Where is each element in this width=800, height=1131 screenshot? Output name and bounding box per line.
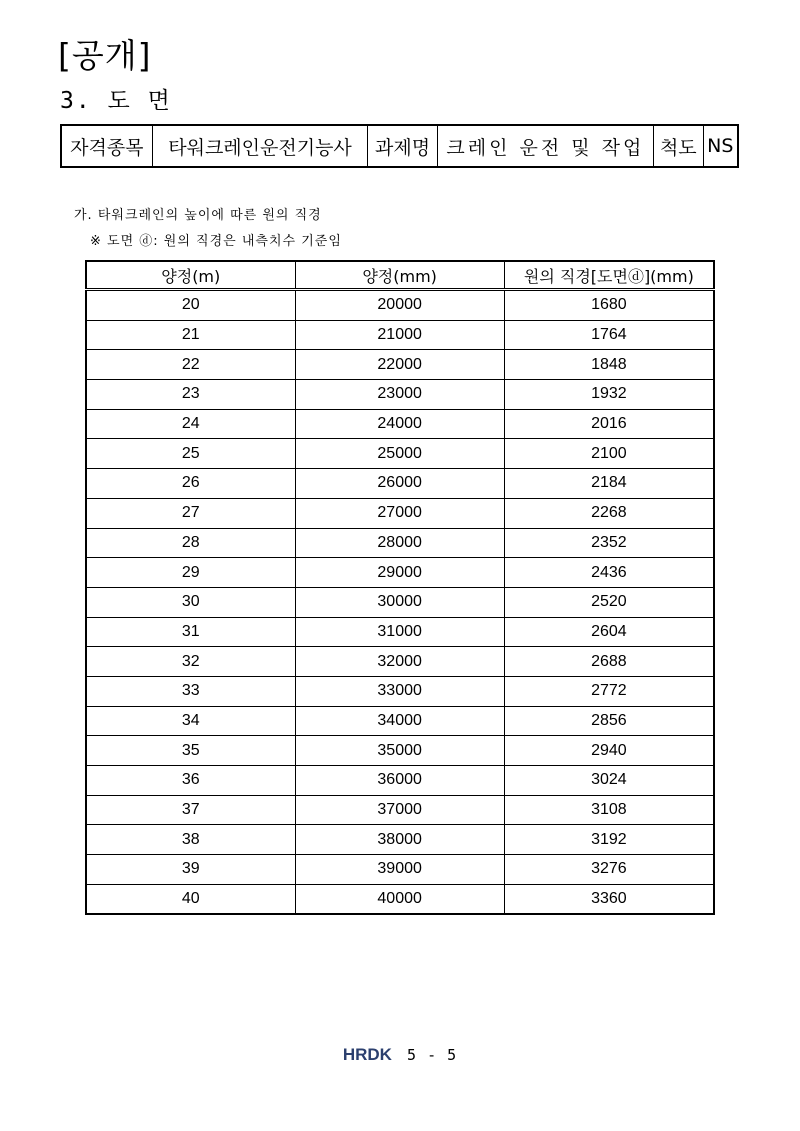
cell-diameter-mm: 2436 [504, 558, 714, 588]
table-row [86, 825, 714, 855]
table-row [86, 676, 714, 706]
cell-height-m: 27 [86, 498, 295, 528]
cell-diameter-mm: 3360 [504, 884, 714, 914]
table-row [86, 528, 714, 558]
cell-height-m: 38 [86, 825, 295, 855]
cell-height-mm: 34000 [295, 706, 504, 736]
cell-diameter-mm: 1932 [504, 380, 714, 410]
cell-height-m: 40 [86, 884, 295, 914]
cell-diameter-mm: 3024 [504, 766, 714, 796]
cell-height-m: 33 [86, 676, 295, 706]
cell-diameter-mm: 2100 [504, 439, 714, 469]
cell-height-m: 36 [86, 766, 295, 796]
cell-diameter-mm: 2688 [504, 647, 714, 677]
table-row [86, 498, 714, 528]
scale-value: NS [703, 125, 738, 167]
cell-height-m: 34 [86, 706, 295, 736]
table-row [86, 617, 714, 647]
cell-diameter-mm: 2940 [504, 736, 714, 766]
cell-height-mm: 37000 [295, 795, 504, 825]
cell-height-mm: 26000 [295, 469, 504, 499]
cell-height-mm: 28000 [295, 528, 504, 558]
section-title: 3. 도 면 [60, 88, 172, 114]
cell-height-m: 39 [86, 855, 295, 885]
qualification-value: 타워크레인운전기능사 [152, 125, 368, 167]
page-number: 5 - 5 [407, 1045, 458, 1064]
cell-diameter-mm: 2604 [504, 617, 714, 647]
table-row [86, 706, 714, 736]
hrdk-logo: HRDK [342, 1044, 392, 1064]
table-header-row [86, 261, 714, 290]
cell-diameter-mm: 2184 [504, 469, 714, 499]
header-height-mm: 양정(mm) [295, 261, 504, 290]
table-body [86, 290, 714, 915]
cell-height-mm: 29000 [295, 558, 504, 588]
diameter-table [85, 260, 715, 915]
table-row [86, 320, 714, 350]
header-height-m: 양정(m) [86, 261, 295, 290]
cell-diameter-mm: 1680 [504, 290, 714, 321]
cell-height-mm: 24000 [295, 409, 504, 439]
task-name-label: 과제명 [368, 125, 437, 167]
cell-height-mm: 32000 [295, 647, 504, 677]
table-row [86, 380, 714, 410]
table-row [86, 558, 714, 588]
cell-height-m: 28 [86, 528, 295, 558]
cell-diameter-mm: 3276 [504, 855, 714, 885]
table-row [86, 647, 714, 677]
cell-height-m: 35 [86, 736, 295, 766]
cell-height-mm: 30000 [295, 587, 504, 617]
cell-diameter-mm: 2268 [504, 498, 714, 528]
cell-height-mm: 27000 [295, 498, 504, 528]
cell-diameter-mm: 1764 [504, 320, 714, 350]
cell-diameter-mm: 3192 [504, 825, 714, 855]
cell-height-mm: 33000 [295, 676, 504, 706]
table-row [86, 736, 714, 766]
exam-info-row [61, 125, 738, 167]
table-row [86, 350, 714, 380]
cell-height-mm: 38000 [295, 825, 504, 855]
exam-info-table [60, 124, 739, 168]
cell-height-m: 21 [86, 320, 295, 350]
cell-height-mm: 23000 [295, 380, 504, 410]
table-row [86, 409, 714, 439]
disclosure-heading: [공개] [58, 36, 152, 75]
table-row [86, 795, 714, 825]
scale-label: 척도 [654, 125, 704, 167]
cell-diameter-mm: 2856 [504, 706, 714, 736]
cell-height-m: 30 [86, 587, 295, 617]
table-row [86, 884, 714, 914]
cell-height-mm: 39000 [295, 855, 504, 885]
cell-height-mm: 25000 [295, 439, 504, 469]
cell-height-mm: 36000 [295, 766, 504, 796]
table-row [86, 587, 714, 617]
cell-height-mm: 20000 [295, 290, 504, 321]
cell-height-m: 37 [86, 795, 295, 825]
cell-height-mm: 40000 [295, 884, 504, 914]
cell-height-m: 20 [86, 290, 295, 321]
cell-diameter-mm: 2520 [504, 587, 714, 617]
dimension-note: ※ 도면 ⓓ: 원의 직경은 내측치수 기준임 [90, 234, 342, 249]
cell-height-m: 22 [86, 350, 295, 380]
table-row [86, 766, 714, 796]
cell-height-m: 23 [86, 380, 295, 410]
qualification-label: 자격종목 [61, 125, 152, 167]
cell-height-mm: 22000 [295, 350, 504, 380]
page-footer [0, 1044, 800, 1065]
cell-height-m: 29 [86, 558, 295, 588]
task-name-value: 크레인 운전 및 작업 [437, 125, 653, 167]
cell-diameter-mm: 2352 [504, 528, 714, 558]
cell-diameter-mm: 3108 [504, 795, 714, 825]
cell-diameter-mm: 2772 [504, 676, 714, 706]
cell-height-m: 26 [86, 469, 295, 499]
table-row [86, 469, 714, 499]
table-row [86, 290, 714, 321]
cell-height-mm: 35000 [295, 736, 504, 766]
cell-height-m: 32 [86, 647, 295, 677]
cell-height-mm: 31000 [295, 617, 504, 647]
cell-diameter-mm: 1848 [504, 350, 714, 380]
cell-height-m: 31 [86, 617, 295, 647]
table-row [86, 855, 714, 885]
cell-height-mm: 21000 [295, 320, 504, 350]
table-row [86, 439, 714, 469]
cell-height-m: 25 [86, 439, 295, 469]
cell-height-m: 24 [86, 409, 295, 439]
cell-diameter-mm: 2016 [504, 409, 714, 439]
subtitle: 가. 타워크레인의 높이에 따른 원의 직경 [74, 208, 322, 223]
header-circle-diameter: 원의 직경[도면ⓓ](mm) [504, 261, 714, 290]
